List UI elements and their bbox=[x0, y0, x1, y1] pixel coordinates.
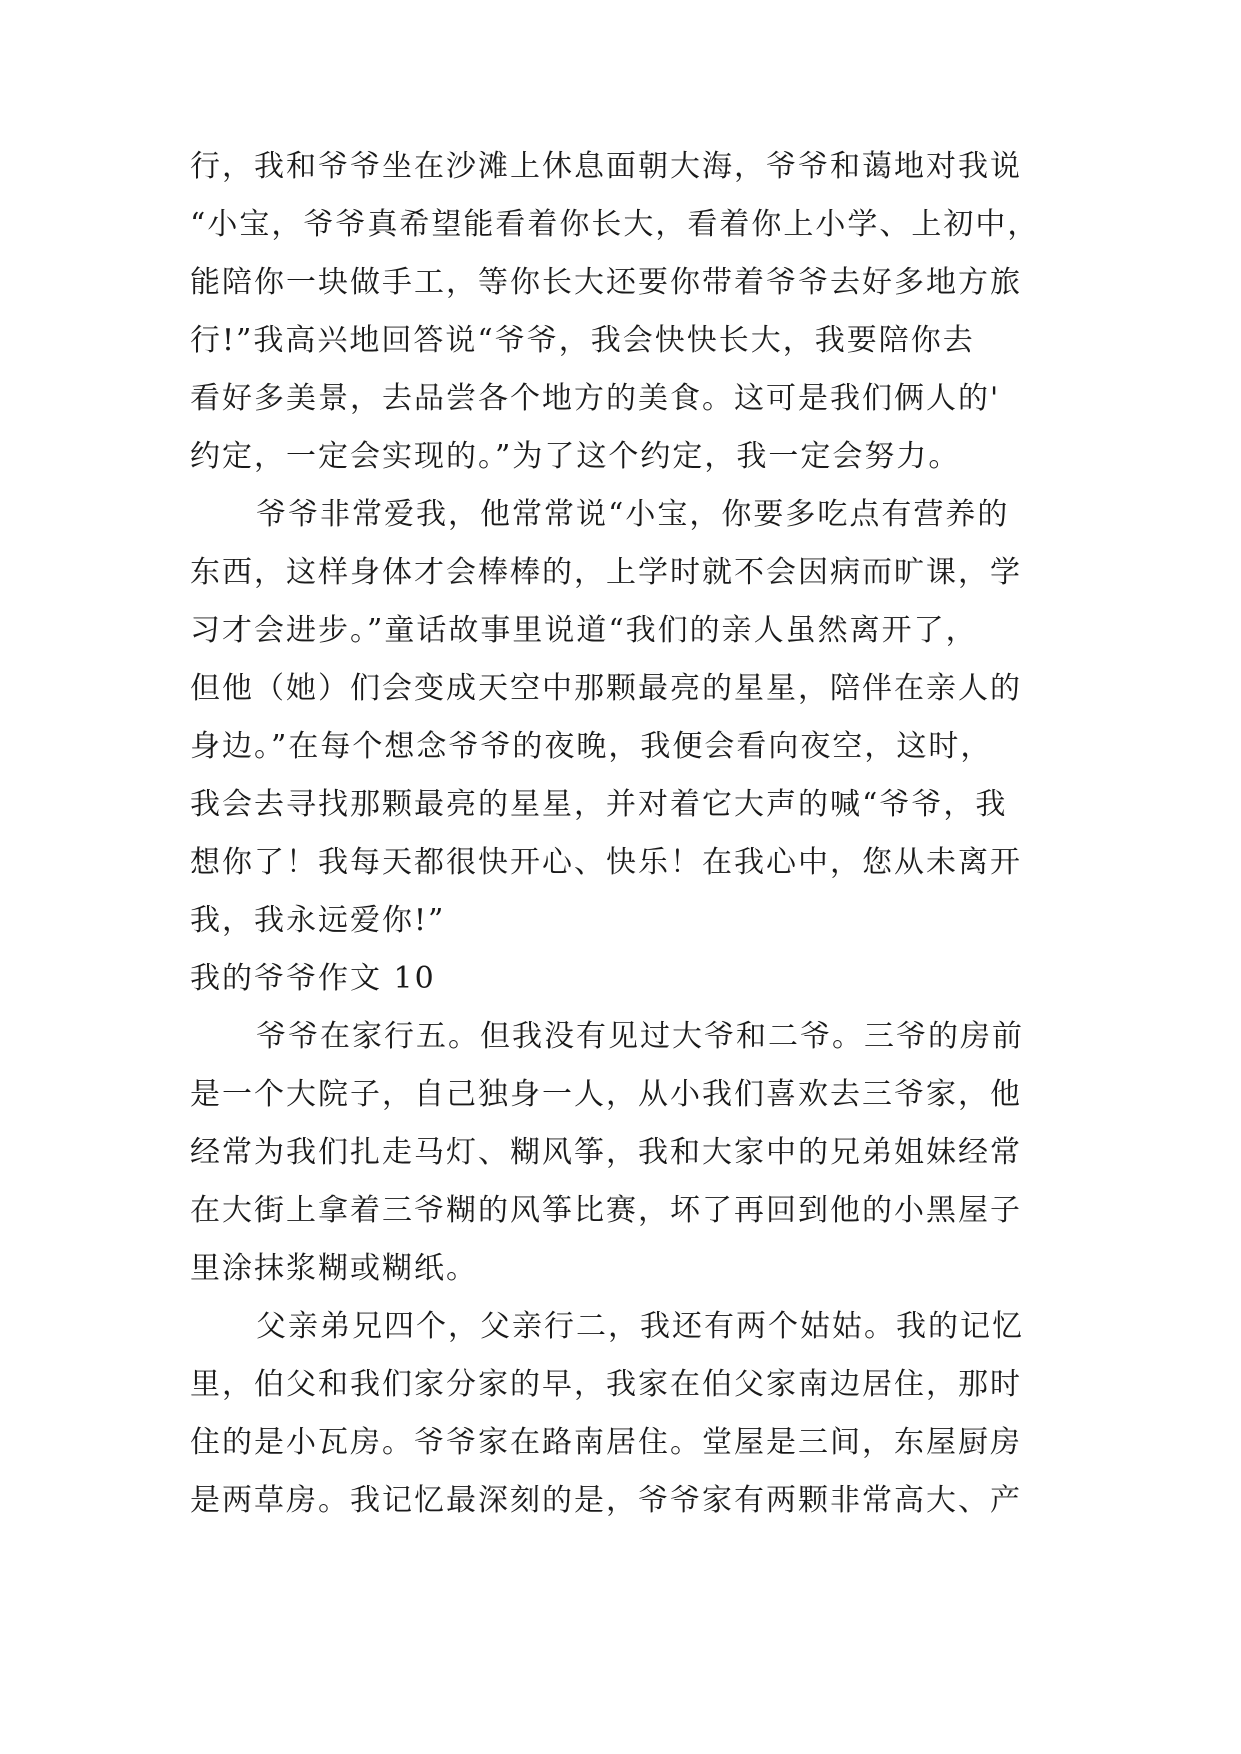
text-line: 行，我和爷爷坐在沙滩上休息面朝大海，爷爷和蔼地对我说 bbox=[190, 149, 1022, 184]
paragraph bbox=[190, 486, 1050, 950]
text-line: 行!”我高兴地回答说“爷爷，我会快快长大，我要陪你去 bbox=[190, 323, 975, 358]
text-line: 是两草房。我记忆最深刻的是，爷爷家有两颗非常高大、产 bbox=[190, 1483, 1022, 1518]
text-line: 爷爷非常爱我，他常常说“小宝，你要多吃点有营养的 bbox=[256, 497, 1010, 532]
text-line: 东西，这样身体才会棒棒的，上学时就不会因病而旷课，学 bbox=[190, 555, 1022, 590]
text-line: 我，我永远爱你!” bbox=[190, 903, 446, 938]
text-line: 住的是小瓦房。爷爷家在路南居住。堂屋是三间，东屋厨房 bbox=[190, 1425, 1022, 1460]
document-body bbox=[190, 138, 1050, 1530]
paragraph bbox=[190, 1008, 1050, 1298]
text-line: 里涂抹浆糊或糊纸。 bbox=[190, 1251, 478, 1286]
text-line: 在大街上拿着三爷糊的风筝比赛，坏了再回到他的小黑屋子 bbox=[190, 1193, 1022, 1228]
paragraph bbox=[190, 1298, 1050, 1530]
text-line: 里，伯父和我们家分家的早，我家在伯父家南边居住，那时 bbox=[190, 1367, 1022, 1402]
text-line: 看好多美景，去品尝各个地方的美食。这可是我们俩人的' bbox=[190, 381, 1001, 416]
text-line: 但他（她）们会变成天空中那颗最亮的星星，陪伴在亲人的 bbox=[190, 671, 1022, 706]
text-line: 能陪你一块做手工，等你长大还要你带着爷爷去好多地方旅 bbox=[190, 265, 1022, 300]
text-line: 我会去寻找那颗最亮的星星，并对着它大声的喊“爷爷，我 bbox=[190, 787, 1008, 822]
text-line: 是一个大院子，自己独身一人，从小我们喜欢去三爷家，他 bbox=[190, 1077, 1022, 1112]
section-heading: 我的爷爷作文 10 bbox=[190, 961, 436, 996]
text-line: “小宝，爷爷真希望能看着你长大，看着你上小学、上初中， bbox=[190, 207, 1040, 242]
paragraph bbox=[190, 138, 1050, 486]
text-line: 习才会进步。”童话故事里说道“我们的亲人虽然离开了， bbox=[190, 613, 978, 648]
text-line: 想你了！我每天都很快开心、快乐！在我心中，您从未离开 bbox=[190, 845, 1022, 880]
text-line: 约定，一定会实现的。”为了这个约定，我一定会努力。 bbox=[190, 439, 961, 474]
text-line: 爷爷在家行五。但我没有见过大爷和二爷。三爷的房前 bbox=[256, 1019, 1024, 1054]
text-line: 经常为我们扎走马灯、糊风筝，我和大家中的兄弟姐妹经常 bbox=[190, 1135, 1022, 1170]
text-line: 父亲弟兄四个，父亲行二，我还有两个姑姑。我的记忆 bbox=[256, 1309, 1024, 1344]
text-line: 身边。”在每个想念爷爷的夜晚，我便会看向夜空，这时， bbox=[190, 729, 993, 764]
